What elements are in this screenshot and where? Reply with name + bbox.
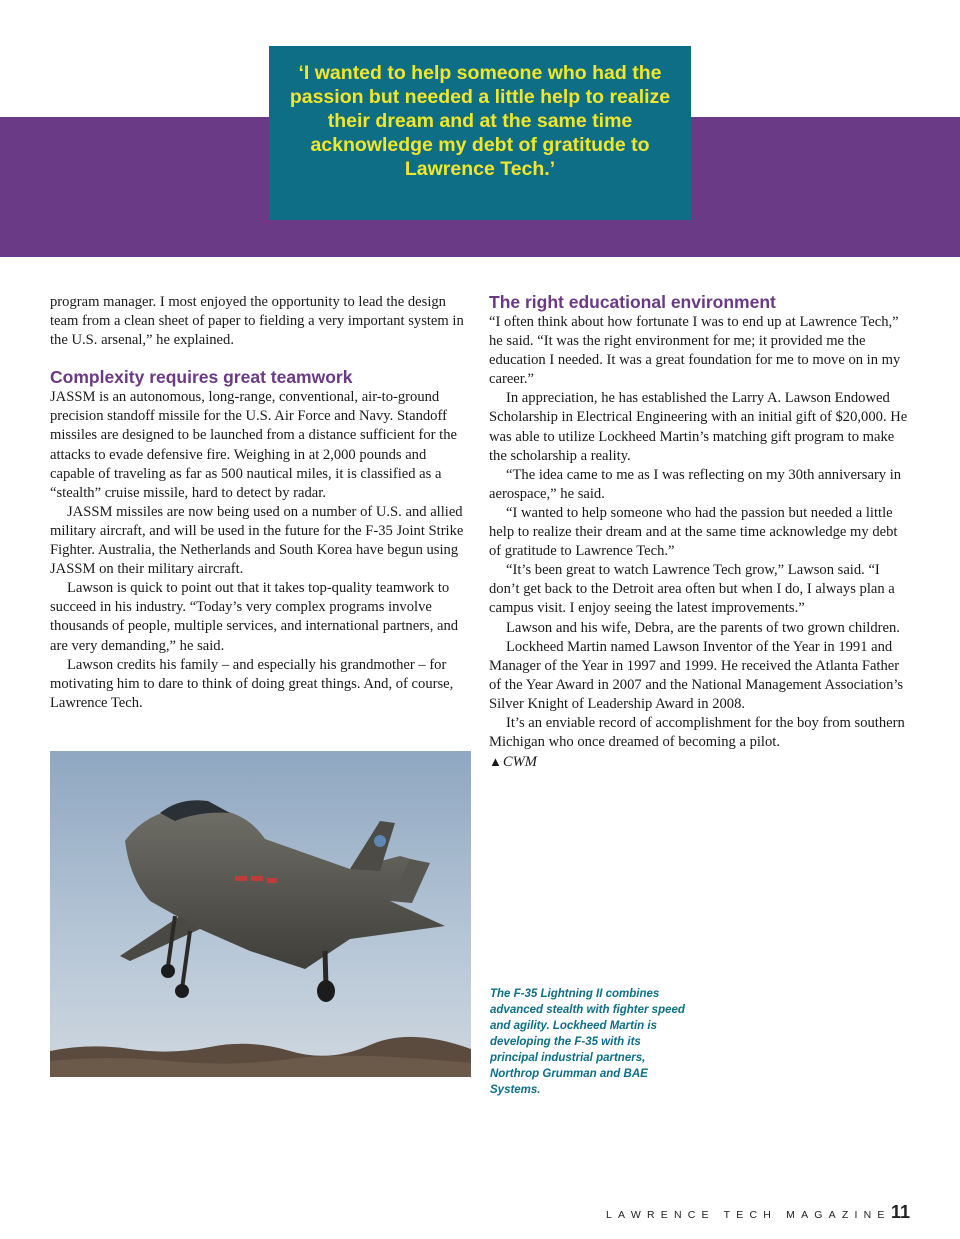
body-paragraph: “It’s been great to watch Lawrence Tech grow,” Lawson said. “I don’t get back to the Detroit area often but when I do, I always plan a campus visit. I enjoy seeing the latest improvements.” (489, 562, 895, 617)
left-column (50, 293, 470, 713)
section-heading-education: The right educational environment (489, 292, 776, 312)
body-paragraph: In appreciation, he has established the Larry A. Lawson Endowed Scholarship in Electrical Engineering with an initial gift of $20,000. He was able to utilize Lockheed Martin’s matching gift program to make the scholarship a reality. (489, 390, 908, 464)
signature-initials: CWM (502, 754, 537, 771)
body-paragraph: “The idea came to me as I was reflecting on my 30th anniversary in aerospace,” he said. (489, 466, 902, 502)
body-paragraph: JASSM missiles are now being used on a number of U.S. and allied military aircraft, and will be used in the future for the F-35 Joint Strike Fighter. Australia, the Netherlands and South Korea have begun using JASSM on their military aircraft. (50, 503, 464, 578)
body-paragraph: “I wanted to help someone who had the passion but needed a little help to realize their dream and at the same time acknowledge my debt of gratitude to Lawrence Tech.” (489, 504, 898, 560)
page-footer (606, 1202, 910, 1226)
intro-paragraph: program manager. I most enjoyed the opportunity to lead the design team from a clean sheet of paper to fielding a very important system in the U.S. arsenal,” he explained. (50, 294, 464, 349)
pull-quote-box (269, 46, 691, 220)
body-paragraph: Lawson and his wife, Debra, are the parents of two grown children. (506, 619, 900, 636)
right-column (489, 292, 909, 772)
page-number: 11 (890, 1202, 910, 1222)
photo-caption: The F-35 Lightning II combines advanced stealth with fighter speed and agility. Lockheed Martin is developing the F-35 with its principal industrial partners, Northrop Grumman and BAE Systems. (490, 988, 685, 1096)
magazine-name: LAWRENCE TECH MAGAZINE (606, 1209, 891, 1221)
body-paragraph: Lawson is quick to point out that it takes top-quality teamwork to succeed in his industry. “Today’s very complex programs involve thousands of people, multiple services, and international partners, and are very demanding,” he said. (50, 580, 459, 654)
body-paragraph: JASSM is an autonomous, long-range, conventional, air-to-ground precision standoff missile for the U.S. Air Force and Navy. Standoff missiles are designed to be launched from a distance sufficient for the attacks to evade defensive fire. Weighing in at 2,000 pounds and capable of traveling as far as 500 nautical miles, it is classified as a “stealth” cruise missile, hard to detect by radar. (50, 389, 458, 501)
triangle-icon: ▲ (489, 754, 502, 770)
body-paragraph: It’s an enviable record of accomplishment for the boy from southern Michigan who once dreamed of becoming a pilot. (489, 714, 905, 751)
body-paragraph: Lockheed Martin named Lawson Inventor of the Year in 1991 and Manager of the Year in 1997 and 1999. He received the Atlanta Father of the Year Award in 2007 and the National Management Association’s Silver Knight of Leadership Award in 2008. (489, 638, 904, 712)
author-signature (489, 752, 909, 772)
pull-quote: ‘I wanted to help someone who had the passion but needed a little help to realize their dream and at the same time acknowledge my debt of gratitude to Lawrence Tech.’ (289, 62, 671, 180)
body-paragraph: “I often think about how fortunate I was to end up at Lawrence Tech,” he said. “It was the right environment for me; it provided me the education I needed. It was a great foundation for me to move on in my career.” (489, 314, 901, 388)
body-paragraph: Lawson credits his family – and especially his grandmother – for motivating him to dare to think of doing great things. And, of course, Lawrence Tech. (50, 656, 454, 711)
f35-jet-photo (50, 751, 471, 1077)
section-heading-teamwork: Complexity requires great teamwork (50, 367, 353, 388)
